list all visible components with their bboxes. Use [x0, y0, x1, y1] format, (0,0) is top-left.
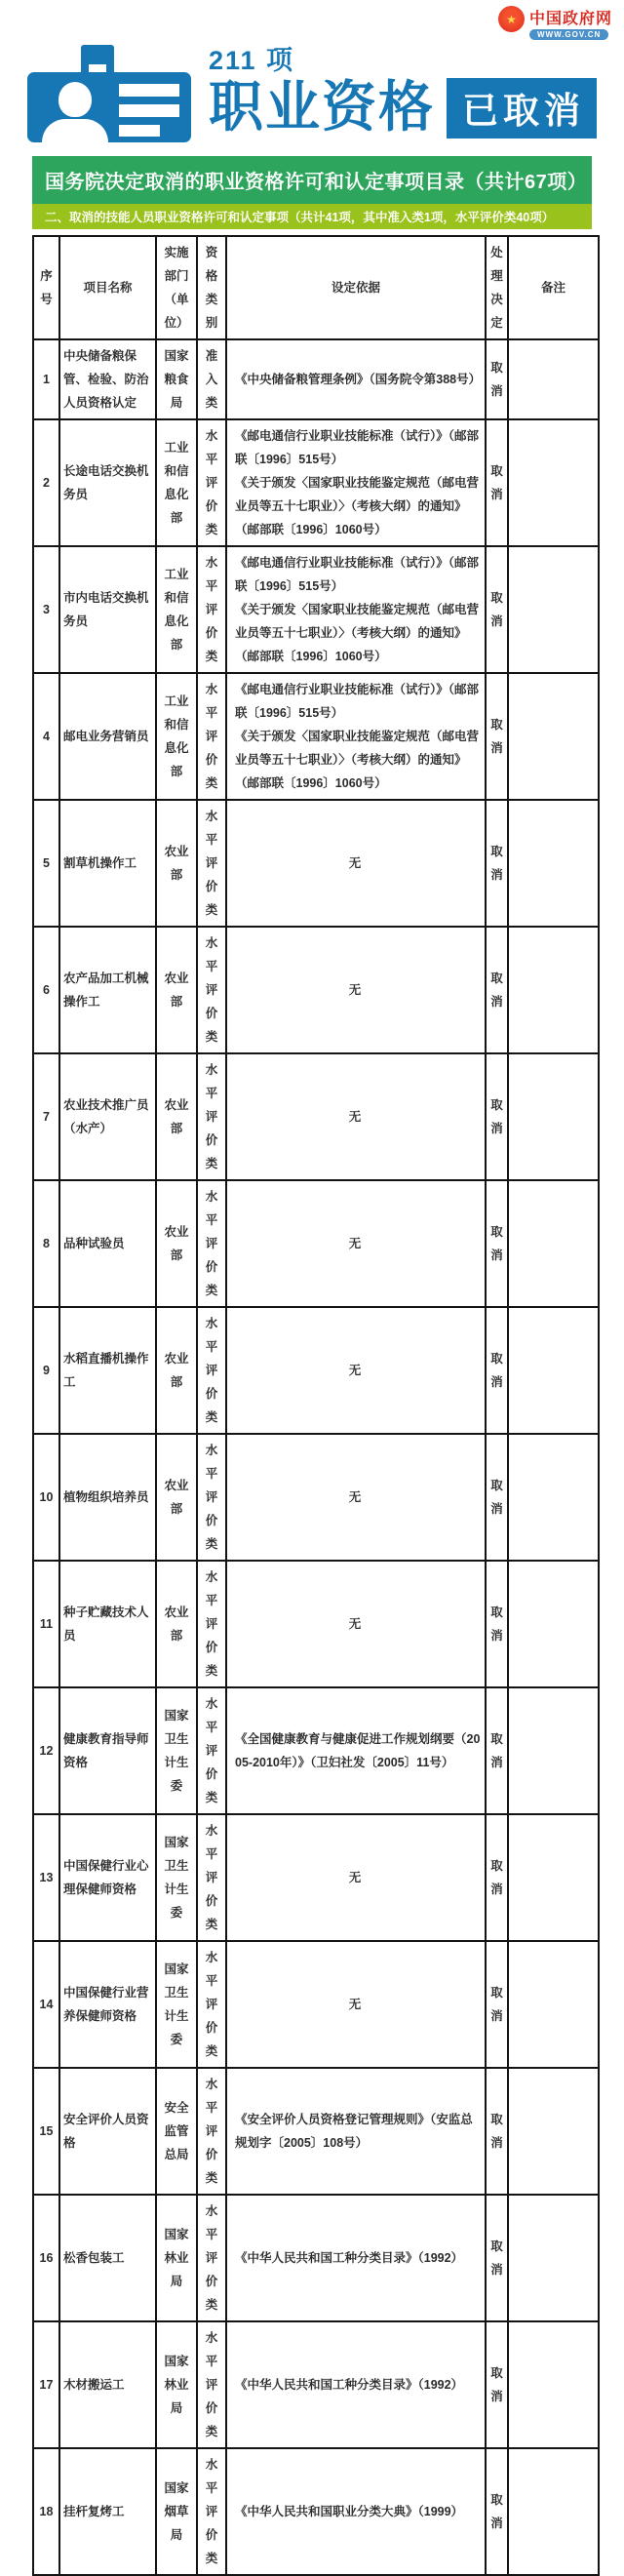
implementing-department: 农业部	[156, 800, 197, 927]
implementing-department: 国家烟草局	[156, 2448, 197, 2575]
column-header-6: 备注	[508, 236, 599, 339]
row-number: 11	[33, 1561, 59, 1687]
implementing-department: 工业和信息化部	[156, 546, 197, 673]
gov-site-url: WWW.GOV.CN	[529, 29, 608, 40]
handling-decision: 取消	[486, 419, 508, 546]
project-name: 长途电话交换机务员	[59, 419, 156, 546]
row-number: 9	[33, 1307, 59, 1434]
page-title: 职业资格	[209, 76, 435, 139]
project-name: 市内电话交换机务员	[59, 546, 156, 673]
card-line-3	[119, 125, 160, 137]
basis-text: 《关于颁发〈国家职业技能鉴定规范（邮电营业员等五十七职业）〉（考核大纲）的通知》（邮部联〔1996〕1060号）	[235, 476, 480, 536]
row-number: 15	[33, 2068, 59, 2195]
qualification-category: 水平评价类	[197, 2068, 226, 2195]
project-name: 水稻直播机操作工	[59, 1307, 156, 1434]
table-row	[33, 673, 599, 800]
implementing-department: 国家粮食局	[156, 339, 197, 419]
status-badge: 已取消	[447, 78, 597, 139]
implementing-department: 农业部	[156, 1180, 197, 1307]
handling-decision: 取消	[486, 1814, 508, 1941]
table-row	[33, 2068, 599, 2195]
row-number: 13	[33, 1814, 59, 1941]
qualification-category: 水平评价类	[197, 1180, 226, 1307]
setting-basis	[226, 1941, 486, 2068]
setting-basis	[226, 1053, 486, 1180]
setting-basis	[226, 419, 486, 546]
table-row	[33, 1687, 599, 1814]
setting-basis	[226, 1814, 486, 1941]
table-row	[33, 1434, 599, 1561]
implementing-department: 农业部	[156, 1561, 197, 1687]
row-number: 2	[33, 419, 59, 546]
qualification-category: 水平评价类	[197, 800, 226, 927]
setting-basis	[226, 2321, 486, 2448]
basis-text: 《关于颁发〈国家职业技能鉴定规范（邮电营业员等五十七职业）〉（考核大纲）的通知》（邮部联〔1996〕1060号）	[235, 603, 480, 663]
handling-decision: 取消	[486, 927, 508, 1053]
implementing-department: 国家卫生计生委	[156, 1687, 197, 1814]
setting-basis	[226, 1687, 486, 1814]
remark	[508, 1941, 599, 2068]
row-number: 17	[33, 2321, 59, 2448]
table-row	[33, 419, 599, 546]
basis-text: 无	[348, 1490, 362, 1504]
qualification-category: 水平评价类	[197, 1307, 226, 1434]
column-header-2: 实施部门（单位）	[156, 236, 197, 339]
implementing-department: 国家林业局	[156, 2321, 197, 2448]
remark	[508, 546, 599, 673]
qualification-category: 水平评价类	[197, 1434, 226, 1561]
row-number: 5	[33, 800, 59, 927]
handling-decision: 取消	[486, 2195, 508, 2321]
implementing-department: 工业和信息化部	[156, 419, 197, 546]
national-emblem-icon: ★	[498, 6, 525, 32]
table-row	[33, 339, 599, 419]
basis-text: 无	[348, 1871, 362, 1884]
remark	[508, 2321, 599, 2448]
table-row	[33, 2448, 599, 2575]
basis-text: 无	[348, 983, 362, 997]
id-card-icon	[27, 45, 193, 142]
handling-decision: 取消	[486, 2068, 508, 2195]
project-name: 松香包装工	[59, 2195, 156, 2321]
project-name: 中央储备粮保管、检验、防治人员资格认定	[59, 339, 156, 419]
setting-basis	[226, 927, 486, 1053]
handling-decision: 取消	[486, 546, 508, 673]
person-head-icon	[58, 82, 92, 117]
qualification-category: 水平评价类	[197, 927, 226, 1053]
remark	[508, 1434, 599, 1561]
basis-text: 《安全评价人员资格登记管理规则》（安监总规划字〔2005〕108号）	[235, 2113, 473, 2150]
handling-decision: 取消	[486, 339, 508, 419]
table-row	[33, 1814, 599, 1941]
gov-logo[interactable]	[498, 6, 612, 40]
handling-decision: 取消	[486, 1180, 508, 1307]
handling-decision: 取消	[486, 1941, 508, 2068]
qualification-table	[32, 235, 600, 2576]
card-line-2	[119, 104, 179, 117]
remark	[508, 419, 599, 546]
handling-decision: 取消	[486, 1307, 508, 1434]
implementing-department: 国家卫生计生委	[156, 1814, 197, 1941]
header-text	[209, 45, 597, 139]
basis-text: 无	[348, 1237, 362, 1250]
implementing-department: 农业部	[156, 927, 197, 1053]
project-name: 中国保健行业营养保健师资格	[59, 1941, 156, 2068]
project-name: 木材搬运工	[59, 2321, 156, 2448]
implementing-department: 农业部	[156, 1307, 197, 1434]
qualification-category: 水平评价类	[197, 419, 226, 546]
setting-basis	[226, 546, 486, 673]
setting-basis	[226, 673, 486, 800]
project-name: 邮电业务营销员	[59, 673, 156, 800]
qualification-category: 水平评价类	[197, 1561, 226, 1687]
setting-basis	[226, 1180, 486, 1307]
remark	[508, 927, 599, 1053]
implementing-department: 国家卫生计生委	[156, 1941, 197, 2068]
basis-text: 无	[348, 1110, 362, 1124]
remark	[508, 339, 599, 419]
column-header-5: 处理决定	[486, 236, 508, 339]
remark	[508, 1307, 599, 1434]
implementing-department: 安全监管总局	[156, 2068, 197, 2195]
table-row	[33, 2321, 599, 2448]
basis-text: 无	[348, 1364, 362, 1377]
remark	[508, 1180, 599, 1307]
count-label: 211 项	[209, 46, 295, 75]
setting-basis	[226, 2195, 486, 2321]
basis-text: 《关于颁发〈国家职业技能鉴定规范（邮电营业员等五十七职业）〉（考核大纲）的通知》（邮部联〔1996〕1060号）	[235, 730, 480, 790]
project-name: 健康教育指导师资格	[59, 1687, 156, 1814]
row-number: 14	[33, 1941, 59, 2068]
table-row	[33, 1941, 599, 2068]
project-name: 挂杆复烤工	[59, 2448, 156, 2575]
remark	[508, 1053, 599, 1180]
project-name: 割草机操作工	[59, 800, 156, 927]
row-number: 12	[33, 1687, 59, 1814]
remark	[508, 2448, 599, 2575]
project-name: 农业技术推广员（水产）	[59, 1053, 156, 1180]
implementing-department: 农业部	[156, 1053, 197, 1180]
project-name: 品种试验员	[59, 1180, 156, 1307]
basis-text: 《邮电通信行业职业技能标准（试行）》（邮部联〔1996〕515号）	[235, 683, 480, 720]
remark	[508, 1561, 599, 1687]
project-name: 安全评价人员资格	[59, 2068, 156, 2195]
basis-text: 《中华人民共和国职业分类大典》（1999）	[235, 2505, 464, 2518]
qualification-category: 水平评价类	[197, 1941, 226, 2068]
row-number: 4	[33, 673, 59, 800]
top-bar	[0, 0, 624, 39]
handling-decision: 取消	[486, 1687, 508, 1814]
row-number: 3	[33, 546, 59, 673]
column-header-0: 序号	[33, 236, 59, 339]
project-name: 农产品加工机械操作工	[59, 927, 156, 1053]
gov-logo-text	[529, 6, 612, 40]
basis-text: 《中华人民共和国工种分类目录》（1992）	[235, 2251, 464, 2265]
implementing-department: 国家林业局	[156, 2195, 197, 2321]
setting-basis	[226, 2448, 486, 2575]
row-number: 16	[33, 2195, 59, 2321]
table-row	[33, 1561, 599, 1687]
remark	[508, 2195, 599, 2321]
table-row	[33, 1053, 599, 1180]
remark	[508, 1687, 599, 1814]
row-number: 1	[33, 339, 59, 419]
row-number: 18	[33, 2448, 59, 2575]
table-header-row	[33, 236, 599, 339]
basis-text: 《中央储备粮管理条例》（国务院令第388号）	[235, 373, 482, 386]
basis-text: 无	[348, 856, 362, 870]
project-name: 种子贮藏技术人员	[59, 1561, 156, 1687]
card-line-1	[119, 84, 179, 97]
basis-text: 无	[348, 1617, 362, 1631]
qualification-category: 水平评价类	[197, 1687, 226, 1814]
handling-decision: 取消	[486, 800, 508, 927]
qualification-category: 水平评价类	[197, 1053, 226, 1180]
table-row	[33, 546, 599, 673]
secondary-banner: 二、取消的技能人员职业资格许可和认定事项（共计41项，其中准入类1项，水平评价类40项）	[32, 204, 592, 229]
row-number: 8	[33, 1180, 59, 1307]
setting-basis	[226, 800, 486, 927]
handling-decision: 取消	[486, 673, 508, 800]
setting-basis	[226, 1307, 486, 1434]
handling-decision: 取消	[486, 2321, 508, 2448]
table-row	[33, 1307, 599, 1434]
project-name: 植物组织培养员	[59, 1434, 156, 1561]
row-number: 6	[33, 927, 59, 1053]
column-header-4: 设定依据	[226, 236, 486, 339]
handling-decision: 取消	[486, 1561, 508, 1687]
row-number: 7	[33, 1053, 59, 1180]
remark	[508, 800, 599, 927]
setting-basis	[226, 2068, 486, 2195]
qualification-category: 水平评价类	[197, 546, 226, 673]
basis-text: 《邮电通信行业职业技能标准（试行）》（邮部联〔1996〕515号）	[235, 556, 480, 593]
handling-decision: 取消	[486, 1053, 508, 1180]
qualification-category: 准入类	[197, 339, 226, 419]
qualification-category: 水平评价类	[197, 2195, 226, 2321]
qualification-category: 水平评价类	[197, 2448, 226, 2575]
person-shoulders-icon	[42, 119, 108, 142]
table-row	[33, 927, 599, 1053]
setting-basis	[226, 339, 486, 419]
basis-text: 《全国健康教育与健康促进工作规划纲要（2005-2010年）》（卫妇社发〔2005〕11号）	[235, 1732, 481, 1769]
header-graphic	[0, 39, 624, 144]
setting-basis	[226, 1561, 486, 1687]
handling-decision: 取消	[486, 2448, 508, 2575]
basis-text: 无	[348, 1998, 362, 2011]
qualification-category: 水平评价类	[197, 673, 226, 800]
column-header-3: 资格类别	[197, 236, 226, 339]
handling-decision: 取消	[486, 1434, 508, 1561]
table-row	[33, 2195, 599, 2321]
implementing-department: 农业部	[156, 1434, 197, 1561]
primary-banner: 国务院决定取消的职业资格许可和认定事项目录（共计67项）	[32, 156, 592, 204]
remark	[508, 673, 599, 800]
remark	[508, 1814, 599, 1941]
qualification-category: 水平评价类	[197, 2321, 226, 2448]
table-row	[33, 800, 599, 927]
gov-site-name: 中国政府网	[528, 11, 612, 27]
row-number: 10	[33, 1434, 59, 1561]
table-row	[33, 1180, 599, 1307]
setting-basis	[226, 1434, 486, 1561]
implementing-department: 工业和信息化部	[156, 673, 197, 800]
basis-text: 《中华人民共和国工种分类目录》（1992）	[235, 2378, 464, 2392]
qualification-category: 水平评价类	[197, 1814, 226, 1941]
id-card-body	[27, 72, 191, 142]
remark	[508, 2068, 599, 2195]
basis-text: 《邮电通信行业职业技能标准（试行）》（邮部联〔1996〕515号）	[235, 429, 480, 466]
project-name: 中国保健行业心理保健师资格	[59, 1814, 156, 1941]
column-header-1: 项目名称	[59, 236, 156, 339]
